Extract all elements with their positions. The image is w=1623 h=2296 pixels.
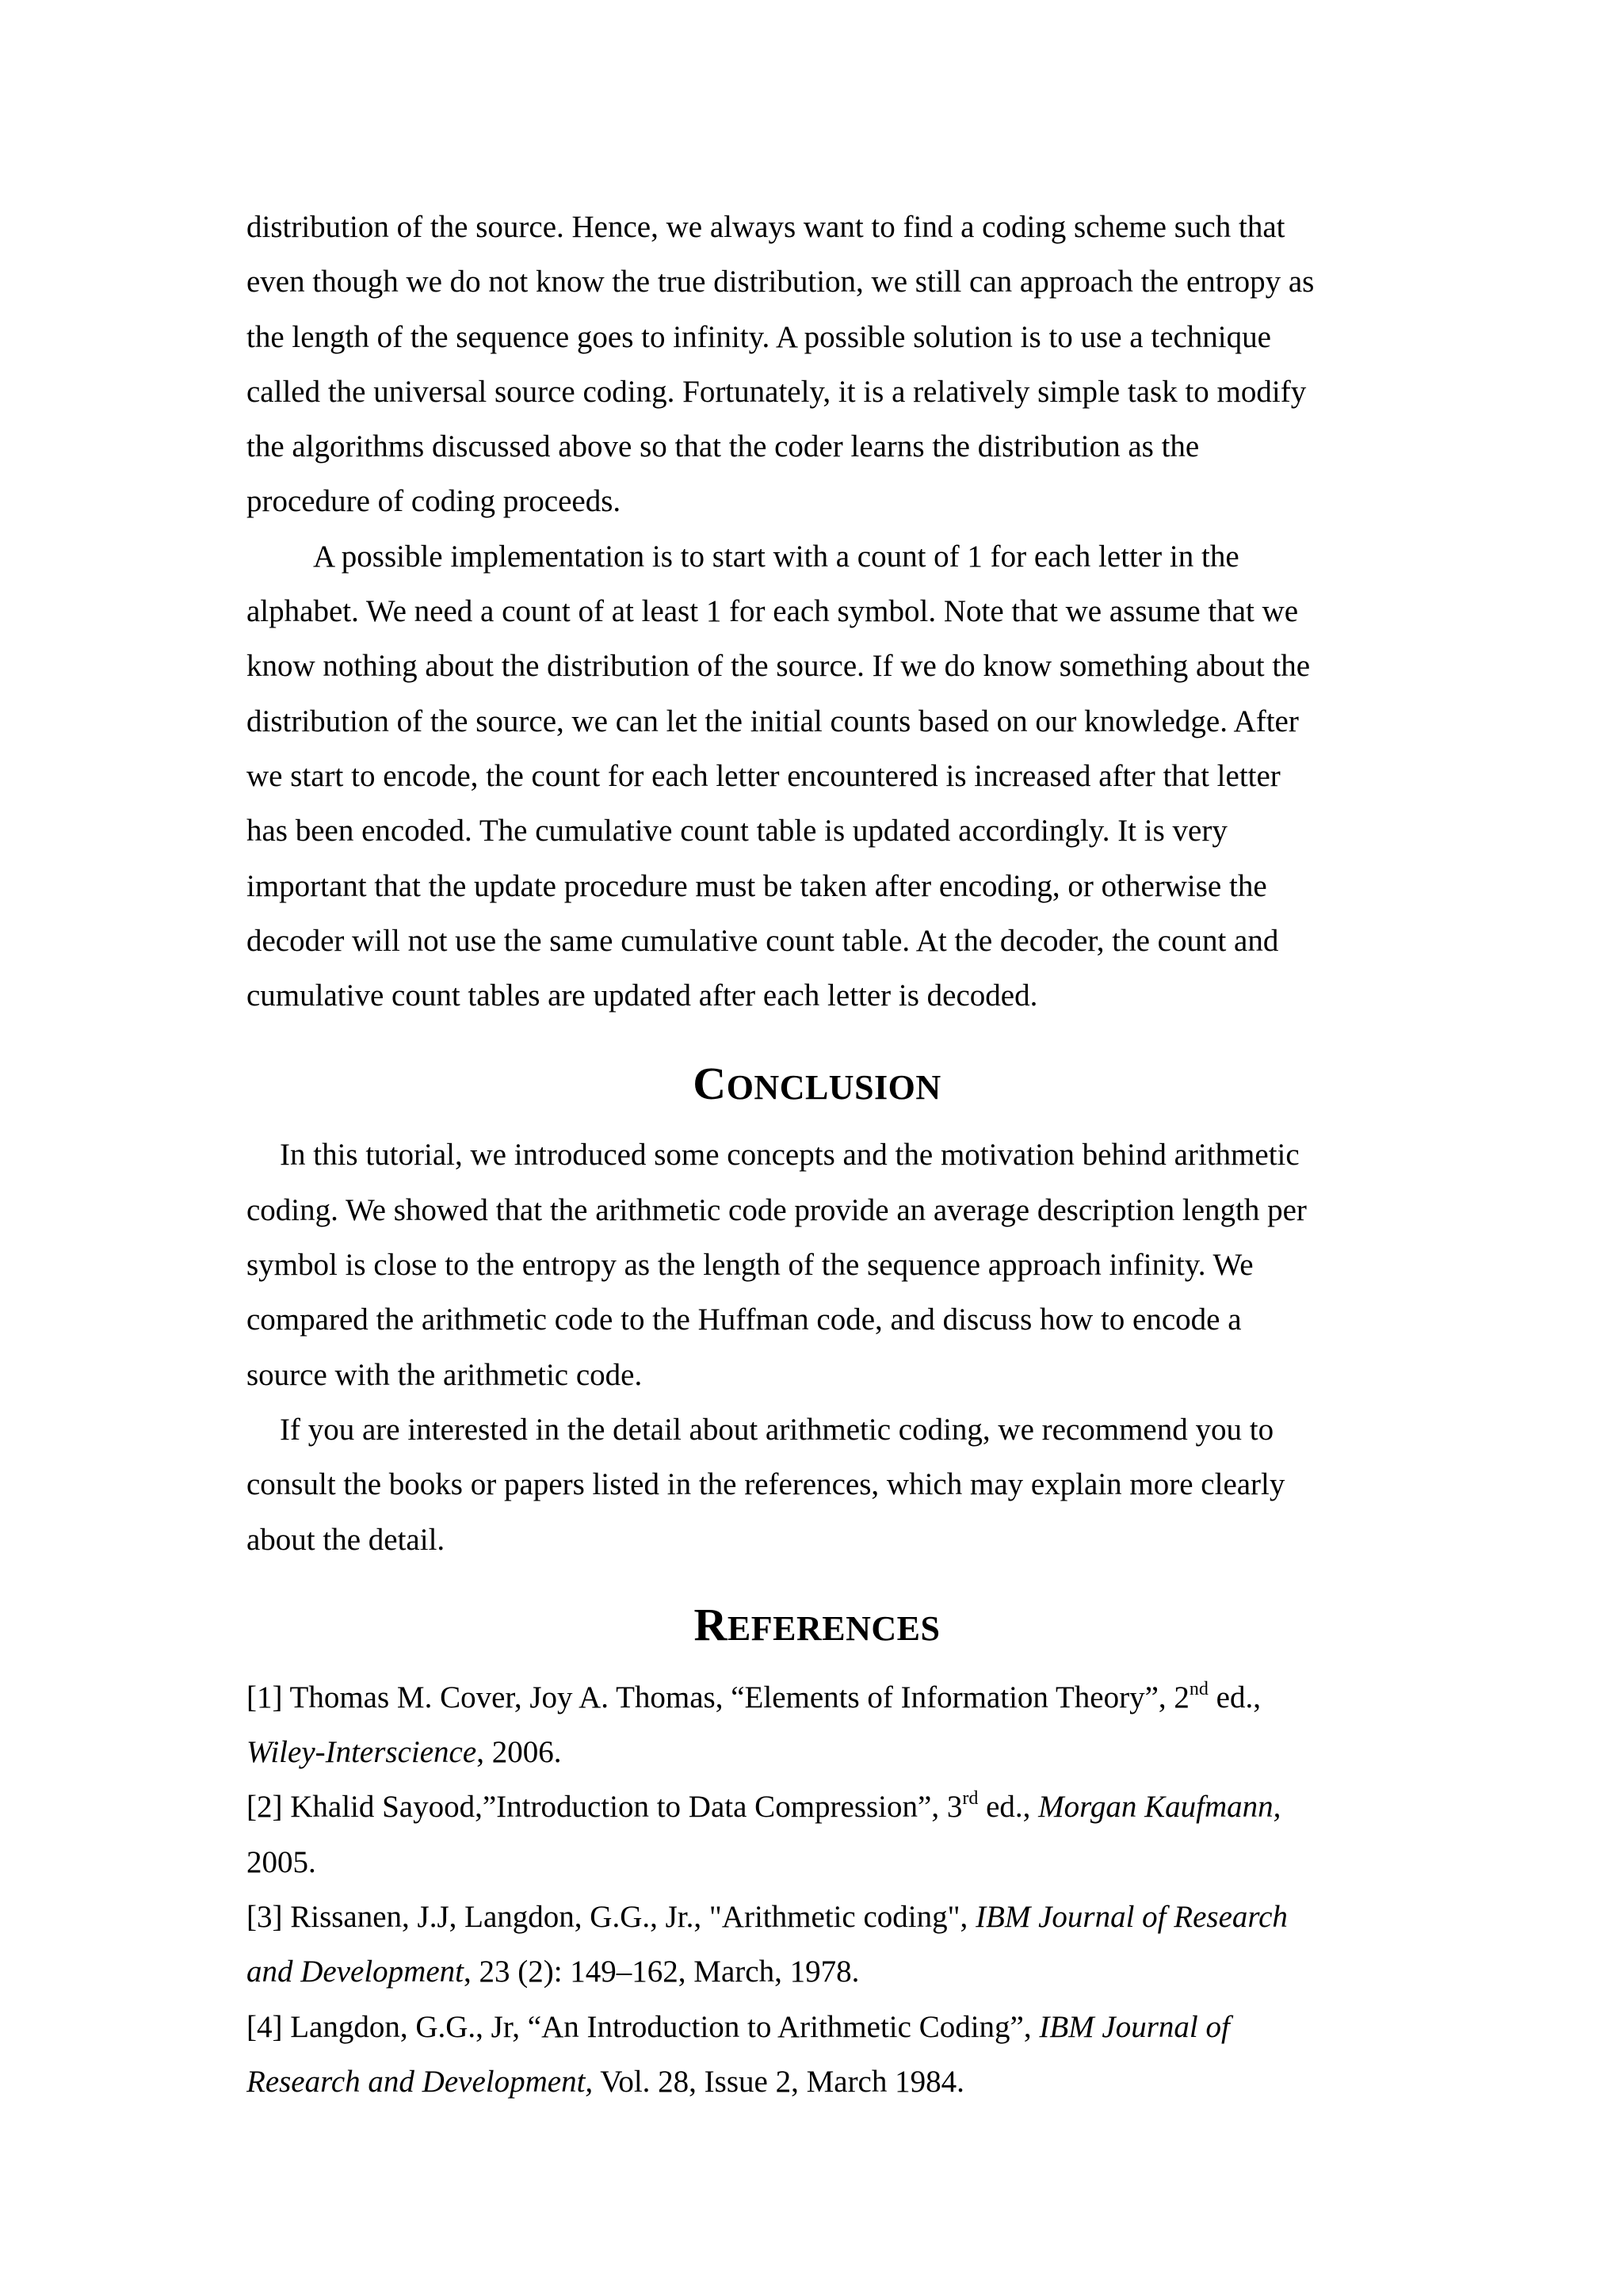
superscript: rd	[962, 1788, 979, 1810]
document-page	[246, 200, 1388, 2109]
text-line: cumulative count tables are updated after each letter is decoded.	[246, 978, 1038, 1013]
text-line: the algorithms discussed above so that the coder learns the distribution as the	[246, 429, 1200, 464]
reference-text: ed.,	[1208, 1680, 1261, 1714]
conclusion-paragraph-1	[246, 1127, 1388, 1402]
text-line: If you are interested in the detail about arithmetic coding, we recommend you to	[280, 1412, 1274, 1447]
heading-rest: ONCLUSION	[726, 1068, 941, 1108]
text-line: A possible implementation is to start with a count of 1 for each letter in the	[313, 539, 1239, 574]
reference-journal: and Development	[246, 1955, 464, 1989]
text-line: consult the books or papers listed in the references, which may explain more clearly	[246, 1467, 1285, 1502]
text-line: important that the update procedure must be taken after encoding, or otherwise the	[246, 868, 1267, 903]
reference-text: Vol. 28, Issue 2, March 1984.	[593, 2064, 964, 2099]
reference-journal: IBM Journal of Research	[976, 1900, 1288, 1935]
reference-journal: Research and Development,	[246, 2064, 594, 2099]
text-line: In this tutorial, we introduced some concepts and the motivation behind arithmetic	[280, 1138, 1300, 1173]
text-line: we start to encode, the count for each letter encountered is increased after that letter	[246, 758, 1281, 793]
text-line: decoder will not use the same cumulative count table. At the decoder, the count and	[246, 923, 1279, 958]
text-line: procedure of coding proceeds.	[246, 484, 621, 519]
reference-line	[246, 1944, 1388, 1999]
text-line: symbol is close to the entropy as the length of the sequence approach infinity. We	[246, 1248, 1254, 1283]
reference-item-1	[246, 1670, 1388, 1780]
text-line: the length of the sequence goes to infinity. A possible solution is to use a technique	[246, 319, 1271, 354]
reference-line	[246, 1670, 1388, 1725]
reference-text: , 2006.	[476, 1735, 562, 1770]
reference-journal: IBM Journal of	[1039, 2009, 1230, 2044]
text-line: source with the arithmetic code.	[246, 1357, 643, 1392]
body-paragraph-1	[246, 200, 1388, 529]
reference-item-2	[246, 1779, 1388, 1890]
reference-line	[246, 2000, 1388, 2054]
heading-initial: C	[693, 1058, 727, 1110]
reference-text: [4] Langdon, G.G., Jr, “An Introduction to Arithmetic Coding”,	[246, 2009, 1040, 2044]
reference-line	[246, 1725, 1388, 1779]
conclusion-paragraph-2	[246, 1402, 1388, 1567]
text-line: distribution of the source. Hence, we always want to find a coding scheme such that	[246, 210, 1285, 244]
text-line: about the detail.	[246, 1522, 445, 1557]
reference-item-3	[246, 1890, 1388, 2000]
text-line: even though we do not know the true distribution, we still can approach the entropy as	[246, 265, 1315, 299]
reference-text: [2] Khalid Sayood,”Introduction to Data Compression”, 3	[246, 1790, 963, 1825]
reference-line	[246, 1835, 1388, 1890]
text-line: know nothing about the distribution of the source. If we do know something about the	[246, 649, 1311, 684]
text-line: alphabet. We need a count of at least 1 for each symbol. Note that we assume that we	[246, 594, 1299, 629]
reference-text: 2005.	[246, 1844, 316, 1879]
superscript: nd	[1189, 1678, 1209, 1699]
text-line: compared the arithmetic code to the Huffman code, and discuss how to encode a	[246, 1302, 1242, 1337]
conclusion-heading	[246, 1058, 1388, 1110]
reference-item-4	[246, 2000, 1388, 2110]
text-line: distribution of the source, we can let the initial counts based on our knowledge. After	[246, 704, 1299, 738]
reference-publisher: Morgan Kaufmann,	[1038, 1790, 1281, 1825]
body-paragraph-2	[246, 529, 1388, 1024]
reference-line	[246, 1890, 1388, 1944]
reference-line	[246, 1779, 1388, 1834]
reference-text: [3] Rissanen, J.J, Langdon, G.G., Jr., "Arithmetic coding",	[246, 1900, 976, 1935]
references-heading	[246, 1598, 1388, 1650]
text-line: has been encoded. The cumulative count table is updated accordingly. It is very	[246, 814, 1228, 849]
heading-rest: EFERENCES	[727, 1608, 941, 1648]
reference-text: [1] Thomas M. Cover, Joy A. Thomas, “Elements of Information Theory”, 2	[246, 1680, 1190, 1714]
text-line: called the universal source coding. Fortunately, it is a relatively simple task to modify	[246, 374, 1307, 409]
text-line: coding. We showed that the arithmetic code provide an average description length per	[246, 1192, 1307, 1227]
heading-initial: R	[693, 1598, 727, 1650]
reference-text: , 23 (2): 149–162, March, 1978.	[464, 1955, 860, 1989]
reference-text: ed.,	[978, 1790, 1039, 1825]
reference-line	[246, 2054, 1388, 2109]
reference-publisher: Wiley-Interscience	[246, 1735, 477, 1770]
